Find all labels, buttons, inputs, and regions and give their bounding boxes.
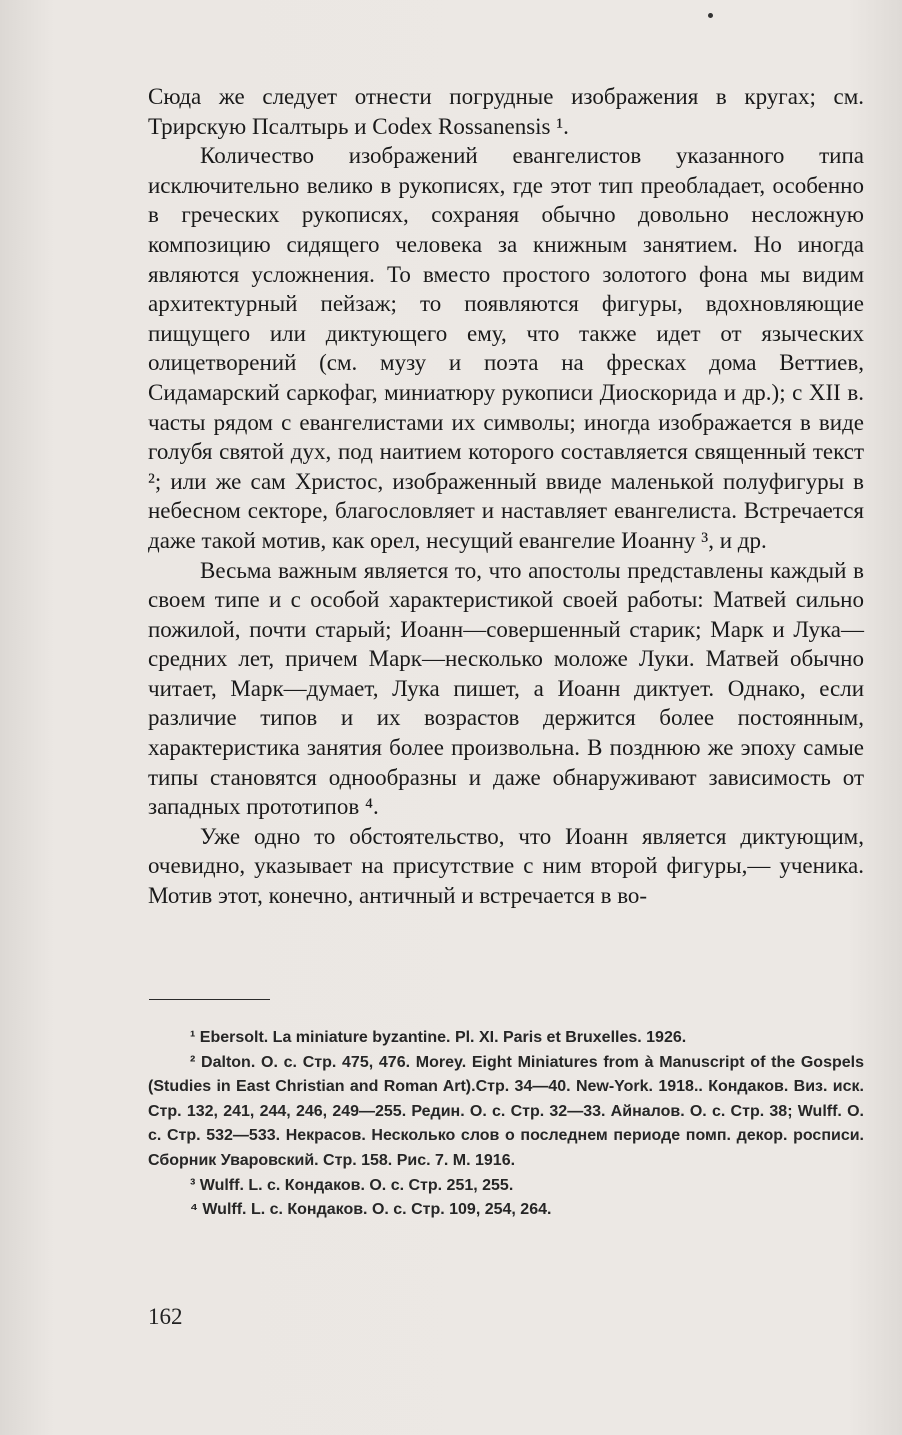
footnote-separator	[149, 999, 270, 1000]
print-speck	[708, 13, 713, 18]
main-text	[148, 82, 864, 911]
page-number: 162	[148, 1304, 183, 1329]
footnote-1: ¹ Ebersolt. La miniature byzantine. Pl. XI. Paris et Bruxelles. 1926.	[190, 1029, 687, 1046]
footnote-2: ² Dalton. O. c. Стр. 475, 476. Morey. Eight Miniatures from à Manuscript of the Gospels (Studies in East Christian and Roman Art).Стр. 34—40. New-York. 1918.. Кондаков. Виз. иск. Стр. 132, 241, 244, 246, 249—255. Редин. О. с. Стр. 32—33. Айналов. О. с. Стр. 38; Wulff. O. c. Стр. 532—533. Некрасов. Несколько слов о последнем периоде помп. декор. росписи. Сборник Уваровский. Стр. 158. Рис. 7. М. 1916.	[148, 1053, 864, 1169]
paragraph-2: Количество изображений евангелистов указанного типа исключительно велико в рукописях, где этот тип преобладает, особенно в греческих рукописях, сохраняя обычно довольно несложную композицию сидящего человека за книжным занятием. Но иногда являются усложнения. То вместо простого золотого фона мы видим архитектурный пейзаж; то появляются фигуры, вдохновляющие пищущего или диктующего ему, что также идет от языческих олицетворений (см. музу и поэта на фресках дома Веттиев, Сидамарский саркофаг, миниатюру рукописи Диоскорида и др.); с XII в. часты рядом с евангелистами их символы; иногда изображается в виде голубя святой дух, под наитием которого составляется священный текст ²; или же сам Христос, изображенный ввиде маленькой полуфигуры в небесном секторе, благословляет и наставляет евангелиста. Встречается даже такой мотив, как орел, несущий евангелие Иоанну ³, и др.	[148, 143, 864, 553]
paragraph-1: Сюда же следует отнести погрудные изображения в кругах; см. Трирскую Псалтырь и Codex Rossanensis ¹.	[148, 84, 864, 139]
footnote-3: ³ Wulff. L. c. Кондаков. О. с. Стр. 251, 255.	[190, 1176, 514, 1194]
footnote-4: ⁴ Wulff. L. c. Кондаков. О. с. Стр. 109, 254, 264.	[190, 1201, 552, 1219]
paragraph-4: Уже одно то обстоятельство, что Иоанн является диктующим, очевидно, указывает на присутствие с ним второй фигуры,— ученика. Мотив этот, конечно, античный и встречается в во-	[148, 823, 864, 909]
paragraph-3: Весьма важным является то, что апостолы представлены каждый в своем типе и с особой характеристикой своей работы: Матвей сильно пожилой, почти старый; Иоанн—совершенный старик; Марк и Лука—средних лет, причем Марк—несколько моложе Луки. Матвей обычно читает, Марк—думает, Лука пишет, а Иоанн диктует. Однако, если различие типов и их возрастов держится более постоянным, характеристика занятия более произвольна. В позднюю же эпоху самые типы становятся однообразны и даже обнаруживают зависимость от западных прототипов ⁴.	[148, 557, 864, 820]
footnotes	[148, 1026, 864, 1223]
